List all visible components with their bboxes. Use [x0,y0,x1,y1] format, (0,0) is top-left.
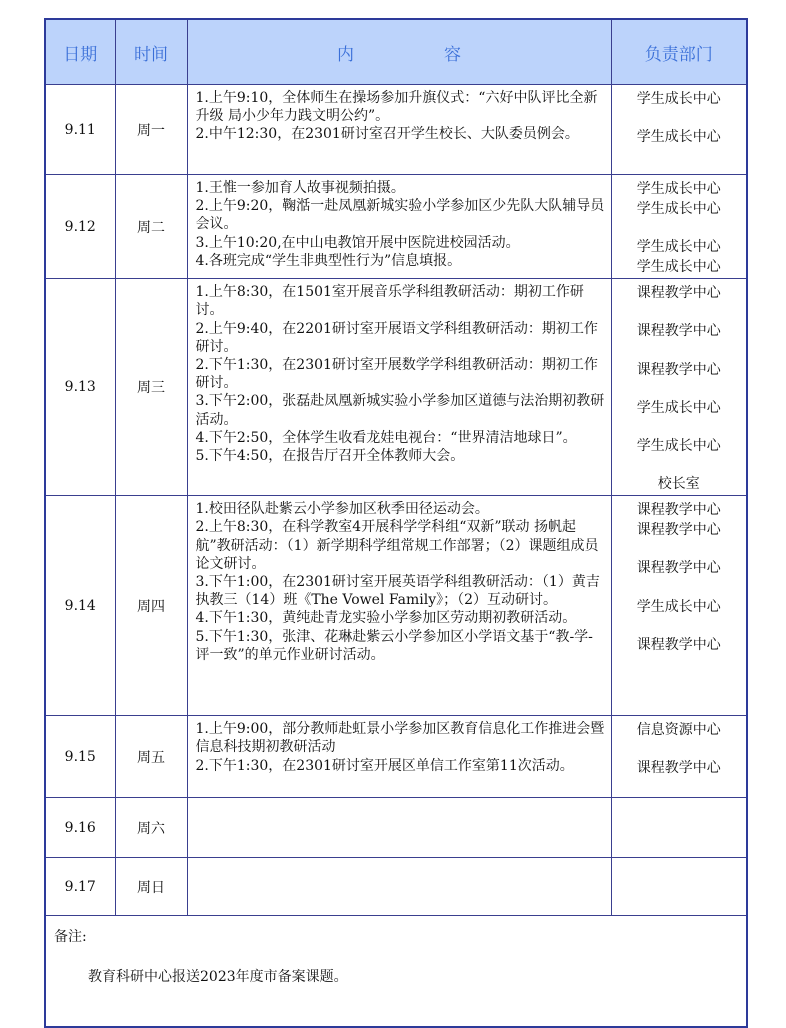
content-item: 1.上午9:00，部分教师赴虹景小学参加区教育信息化工作推进会暨信息科技期初教研活动 [195,721,605,756]
content-item: 5.下午4:50，在报告厅召开全体教师大会。 [195,448,465,465]
content-item: 2.上午8:30，在科学教室4开展科学学科组“双新”联动 扬帆起航”教研活动：（1）新学期科学组常规工作部署；（2）课题组成员论文研讨。 [195,519,599,572]
dept-item: 学生成长中心 [636,598,721,615]
table-row [45,716,747,798]
content-item: 2.中午12:30，在2301研讨室召开学生校长、大队委员例会。 [195,126,579,143]
content-item: 2.上午9:40，在2201研讨室开展语文学科组教研活动：期初工作研讨。 [195,320,598,355]
remarks-row [45,916,747,1028]
dept-item: 学生成长中心 [636,181,721,197]
table-row [45,858,747,916]
content-item: 1.上午9:10，全体师生在操场参加升旗仪式：“六好中队评比全新升级 局小少年力践文明公约”。 [195,90,598,125]
dept-item: 课程教学中心 [636,522,721,539]
row-date: 9.15 [45,716,115,798]
row-dept [611,858,747,916]
row-date: 9.12 [45,175,115,279]
dept-item: 学生成长中心 [636,259,721,276]
row-dept [611,175,747,279]
row-day: 周日 [115,858,187,916]
row-day: 周三 [115,279,187,496]
dept-item: 学生成长中心 [636,91,721,107]
row-date: 9.11 [45,85,115,175]
remarks-label: 备注: [54,929,87,946]
row-content [187,798,611,858]
row-date: 9.13 [45,279,115,496]
table-row [45,496,747,716]
table-row [45,85,747,175]
row-dept [611,798,747,858]
row-content [187,496,611,716]
row-content [187,716,611,798]
dept-item: 课程教学中心 [636,323,721,340]
content-item: 4.下午2:50，全体学生收看龙娃电视台：“世界清洁地球日”。 [195,429,577,446]
content-item: 4.各班完成“学生非典型性行为”信息填报。 [195,252,462,269]
header-content [187,19,611,85]
dept-item: 课程教学中心 [636,502,721,519]
dept-item: 学生成长中心 [636,399,721,416]
row-dept [611,279,747,496]
content-item: 5.下午1:30，张津、花琳赴紫云小学参加区小学语文基于“教-学-评一致”的单元作业研讨活动。 [195,628,593,663]
schedule-sheet [44,18,746,988]
dept-item: 课程教学中心 [636,361,721,378]
row-dept [611,716,747,798]
row-content [187,175,611,279]
table-row [45,798,747,858]
table-row [45,175,747,279]
dept-item: 信息资源中心 [636,722,721,739]
content-item: 2.下午1:30，在2301研讨室开展数学学科组教研活动：期初工作研讨。 [195,357,598,392]
header-time: 时间 [115,19,187,85]
header-content-b: 容 [444,44,461,65]
content-item: 1.校田径队赴紫云小学参加区秋季田径运动会。 [195,501,489,518]
dept-item: 学生成长中心 [636,129,721,146]
header-row [45,19,747,85]
row-content [187,85,611,175]
row-date: 9.16 [45,798,115,858]
row-content [187,858,611,916]
dept-item: 校长室 [657,476,700,493]
content-item: 3.下午1:00，在2301研讨室开展英语学科组教研活动：（1）黄吉执教三（14）班《The Vowel Family》；（2）互动研讨。 [195,573,600,609]
row-day: 周四 [115,496,187,716]
content-item: 2.下午1:30，在2301研讨室开展区单信工作室第11次活动。 [195,757,574,774]
row-day: 周二 [115,175,187,279]
row-day: 周一 [115,85,187,175]
dept-item: 课程教学中心 [636,560,721,577]
row-content [187,279,611,496]
header-date: 日期 [45,19,115,85]
row-dept [611,85,747,175]
row-day: 周五 [115,716,187,798]
dept-item: 课程教学中心 [636,636,721,653]
remarks-cell [45,916,747,1028]
dept-item: 学生成长中心 [636,201,721,217]
remarks-text: 教育科研中心报送2023年度市备案课题。 [88,969,348,986]
content-item: 3.上午10:20,在中山电教馆开展中医院进校园活动。 [195,234,520,251]
content-item: 2.上午9:20，鞠湉一赴凤凰新城实验小学参加区少先队大队辅导员会议。 [195,198,605,233]
content-item: 3.下午2:00，张磊赴凤凰新城实验小学参加区道德与法治期初教研活动。 [195,393,605,428]
content-item: 1.王惟一参加育人故事视频拍摄。 [195,180,405,196]
schedule-table [44,18,748,1028]
content-item: 1.上午8:30，在1501室开展音乐学科组教研活动：期初工作研讨。 [195,284,584,319]
row-day: 周六 [115,798,187,858]
dept-item: 学生成长中心 [636,239,721,256]
row-dept [611,496,747,716]
header-dept: 负责部门 [611,19,747,85]
table-row [45,279,747,496]
dept-item: 课程教学中心 [636,760,721,777]
row-date: 9.17 [45,858,115,916]
content-item: 4.下午1:30，黄纯赴青龙实验小学参加区劳动期初教研活动。 [195,610,577,627]
dept-item: 学生成长中心 [636,437,721,454]
header-content-a: 内 [337,44,354,65]
dept-item: 课程教学中心 [636,285,721,302]
row-date: 9.14 [45,496,115,716]
